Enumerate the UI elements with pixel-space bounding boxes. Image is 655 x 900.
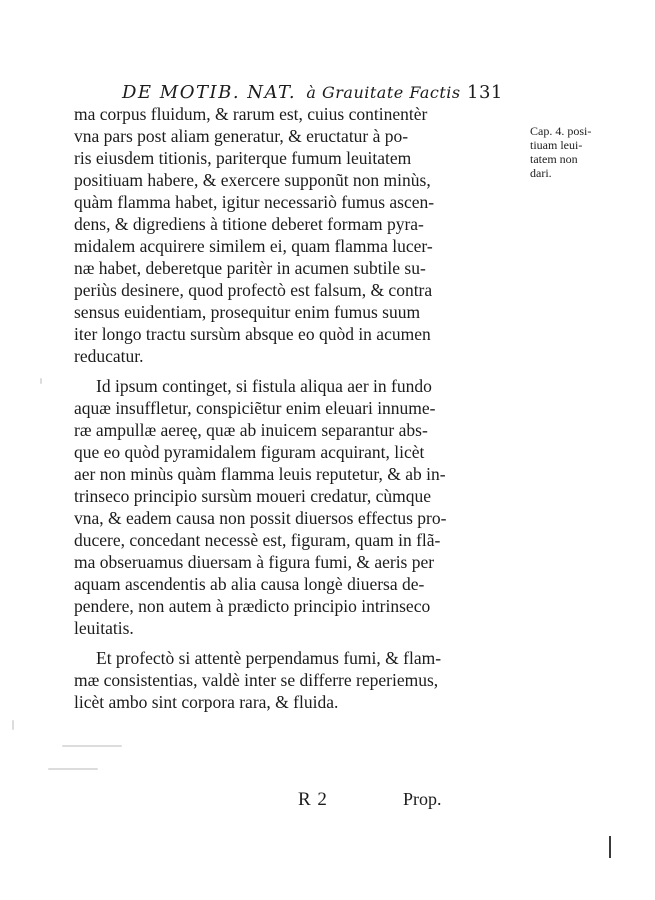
text-line: aquam ascendentis ab alia causa longè diuersa de- (74, 574, 425, 594)
text-line: Id ipsum continget, si fistula aliqua aer in fundo (96, 376, 432, 396)
text-line: ris eiusdem titionis, pariterque fumum leuitatem (74, 148, 412, 168)
text-line: sensus euidentiam, prosequitur enim fumus suum (74, 302, 421, 322)
scan-smudge (62, 745, 122, 747)
text-line: ma corpus fluidum, & rarum est, cuius continentèr (74, 104, 428, 124)
scan-smudge (12, 720, 14, 730)
paragraph-gap (74, 639, 514, 647)
margin-note-line: dari. (530, 166, 552, 180)
text-line: positiuam habere, & exercere supponũt non minùs, (74, 170, 431, 190)
text-line: midalem acquirere similem ei, quam flamma lucer- (74, 236, 433, 256)
text-line: aquæ insuffletur, conspiciẽtur enim eleuari innume- (74, 398, 436, 418)
margin-note-line: tatem non (530, 152, 578, 166)
running-head-subtitle: à Grauitate Factis (306, 83, 461, 102)
text-line: ræ ampullæ aereę, quæ ab inuicem separantur abs- (74, 420, 428, 440)
text-line: mæ consistentias, valdè inter se differre reperiemus, (74, 670, 439, 690)
text-line: vna, & eadem causa non possit diuersos effectus pro- (74, 508, 447, 528)
running-head (122, 82, 522, 103)
text-line: leuitatis. (74, 618, 134, 638)
text-line: aer non minùs quàm flamma leuis reputetur, & ab in- (74, 464, 446, 484)
text-line: trinseco principio sursùm moueri credatur, cùmque (74, 486, 431, 506)
text-line: periùs desinere, quod profectò est falsum, & contra (74, 280, 433, 300)
text-line: iter longo tractu sursùm absque eo quòd in acumen (74, 324, 431, 344)
text-line: licèt ambo sint corpora rara, & fluida. (74, 692, 339, 712)
text-line: reducatur. (74, 346, 144, 366)
text-line: ducere, concedant necessè est, figuram, quam in flã- (74, 530, 441, 550)
page-edge-mark (609, 836, 611, 858)
text-line: vna pars post aliam generatur, & eructatur à po- (74, 126, 409, 146)
margin-note-line: Cap. 4. posi- (530, 124, 592, 138)
text-line: næ habet, deberetque paritèr in acumen subtile su- (74, 258, 426, 278)
scan-smudge (48, 768, 98, 770)
body-text (74, 103, 514, 713)
signature-mark: R 2 (298, 789, 328, 810)
catchword: Prop. (403, 789, 442, 809)
paragraph-gap (74, 367, 514, 375)
text-line: dens, & digrediens à titione deberet formam pyra- (74, 214, 424, 234)
text-line: pendere, non autem à prædicto principio intrinseco (74, 596, 431, 616)
margin-note-line: tiuam leui- (530, 138, 583, 152)
text-line: quàm flamma habet, igitur necessariò fumus ascen- (74, 192, 435, 212)
text-line: ma obseruamus diuersam à figura fumi, & aeris per (74, 552, 435, 572)
margin-note (530, 124, 610, 180)
scan-smudge (40, 378, 42, 384)
text-line: que eo quòd pyramidalem figuram acquirant, licèt (74, 442, 425, 462)
running-head-title: DE MOTIB. NAT. (122, 82, 297, 103)
text-line: Et profectò si attentè perpendamus fumi, & flam- (96, 648, 442, 668)
page-number: 131 (467, 82, 503, 103)
